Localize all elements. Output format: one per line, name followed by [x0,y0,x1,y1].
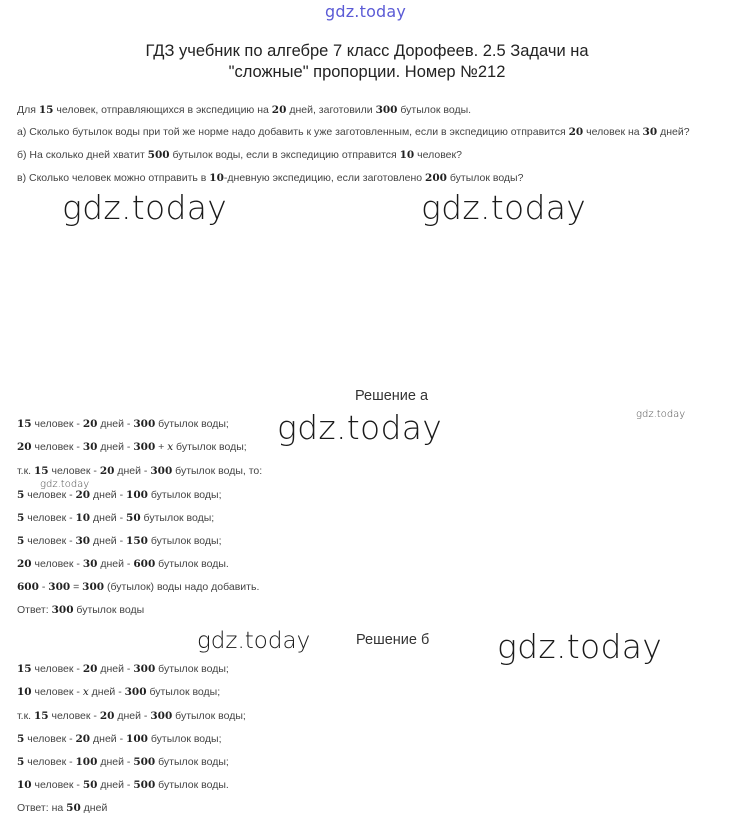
number: 600 [17,581,39,593]
number: 20 [271,104,287,116]
number: 150 [126,535,148,547]
variable: x [167,441,174,453]
number: 20 [568,126,584,138]
number: 20 [82,663,98,675]
watermark: gdz.today [497,627,663,666]
number: 20 [99,710,115,722]
number: 20 [75,733,91,745]
problem-line: в) Сколько человек можно отправить в 10-дневную экспедицию, если заготовлено 200 бутылок воды? [17,172,524,184]
number: 15 [34,710,49,722]
solution-a-line: 5 человек - 10 дней - 50 бутылок воды; [17,512,215,524]
number: 15 [17,663,32,675]
solution-a-line: 600 - 300 = 300 (бутылок) воды надо добавить. [17,581,260,593]
number: 300 [51,604,74,616]
page-title-line-1: ГДЗ учебник по алгебре 7 класс Дорофеев. 2.5 Задачи на [145,42,589,60]
solution-b-line: 5 человек - 20 дней - 100 бутылок воды; [17,733,222,745]
number: 300 [133,418,156,430]
number: 300 [150,710,173,722]
number: 10 [17,779,32,791]
problem-line: б) На сколько дней хватит 500 бутылок воды, если в экспедицию отправится 10 человек? [17,149,462,161]
number: 300 [124,686,147,698]
solution-b-line: 5 человек - 100 дней - 500 бутылок воды; [17,756,229,768]
number: 20 [17,558,32,570]
watermark: gdz.today [421,188,587,227]
number: 300 [133,441,156,453]
number: 20 [82,418,98,430]
number: 100 [126,489,148,501]
page-title [0,41,734,83]
solution-b-answer: Ответ: на 50 дней [17,802,108,814]
number: 5 [17,535,25,547]
solution-b-line: т.к. 15 человек - 20 дней - 300 бутылок воды; [17,710,246,722]
number: 10 [75,512,91,524]
number: 600 [133,558,156,570]
number: 500 [147,149,170,161]
number: 100 [75,756,98,768]
number: 5 [17,512,25,524]
number: 15 [34,465,49,477]
number: 100 [126,733,148,745]
number: 300 [133,663,156,675]
number: 5 [17,733,25,745]
number: 30 [82,558,98,570]
number: 500 [133,779,156,791]
watermark: gdz.today [62,188,228,227]
number: 10 [17,686,32,698]
solution-b-heading: Решение б [356,632,430,648]
number: 30 [82,441,98,453]
page-title-line-2: "сложные" пропорции. Номер №212 [228,63,506,81]
number: 300 [48,581,71,593]
number: 10 [209,172,224,184]
number: 20 [75,489,91,501]
number: 200 [425,172,447,184]
number: 20 [17,441,32,453]
number: 300 [150,465,173,477]
watermark: gdz.today [636,409,686,420]
number: 50 [126,512,141,524]
number: 300 [82,581,105,593]
problem-line: а) Сколько бутылок воды при той же норме надо добавить к уже заготовленным, если в экспедицию отправится 20 человек на 30 дней? [17,126,690,138]
watermark: gdz.today [197,628,311,654]
number: 50 [82,779,98,791]
solution-a-line: 5 человек - 20 дней - 100 бутылок воды; [17,489,222,501]
number: 15 [17,418,32,430]
problem-line: Для 15 человек, отправляющихся в экспедицию на 20 дней, заготовили 300 бутылок воды. [17,104,472,116]
variable: x [82,686,89,698]
number: 500 [133,756,156,768]
number: 50 [66,802,81,814]
number: 15 [38,104,54,116]
number: 10 [399,149,415,161]
solution-b-line: 10 человек - 50 дней - 500 бутылок воды. [17,779,229,791]
solution-a-line: 5 человек - 30 дней - 150 бутылок воды; [17,535,222,547]
solution-a-answer: Ответ: 300 бутылок воды [17,604,145,616]
number: 20 [99,465,115,477]
number: 30 [75,535,91,547]
solution-b-line: 15 человек - 20 дней - 300 бутылок воды; [17,663,229,675]
watermark: gdz.today [277,408,443,447]
number: 5 [17,756,25,768]
solution-b-line: 10 человек - x дней - 300 бутылок воды; [17,686,221,698]
number: 30 [642,126,658,138]
watermark: gdz.today [40,479,90,490]
number: 300 [375,104,398,116]
number: 5 [17,489,25,501]
site-logo[interactable]: gdz.today [325,2,407,21]
solution-a-line: т.к. 15 человек - 20 дней - 300 бутылок воды, то: [17,465,263,477]
solution-a-line: 20 человек - 30 дней - 300 + x бутылок воды; [17,441,247,453]
solution-a-heading: Решение а [355,388,429,404]
solution-a-line: 20 человек - 30 дней - 600 бутылок воды. [17,558,229,570]
solution-a-line: 15 человек - 20 дней - 300 бутылок воды; [17,418,229,430]
